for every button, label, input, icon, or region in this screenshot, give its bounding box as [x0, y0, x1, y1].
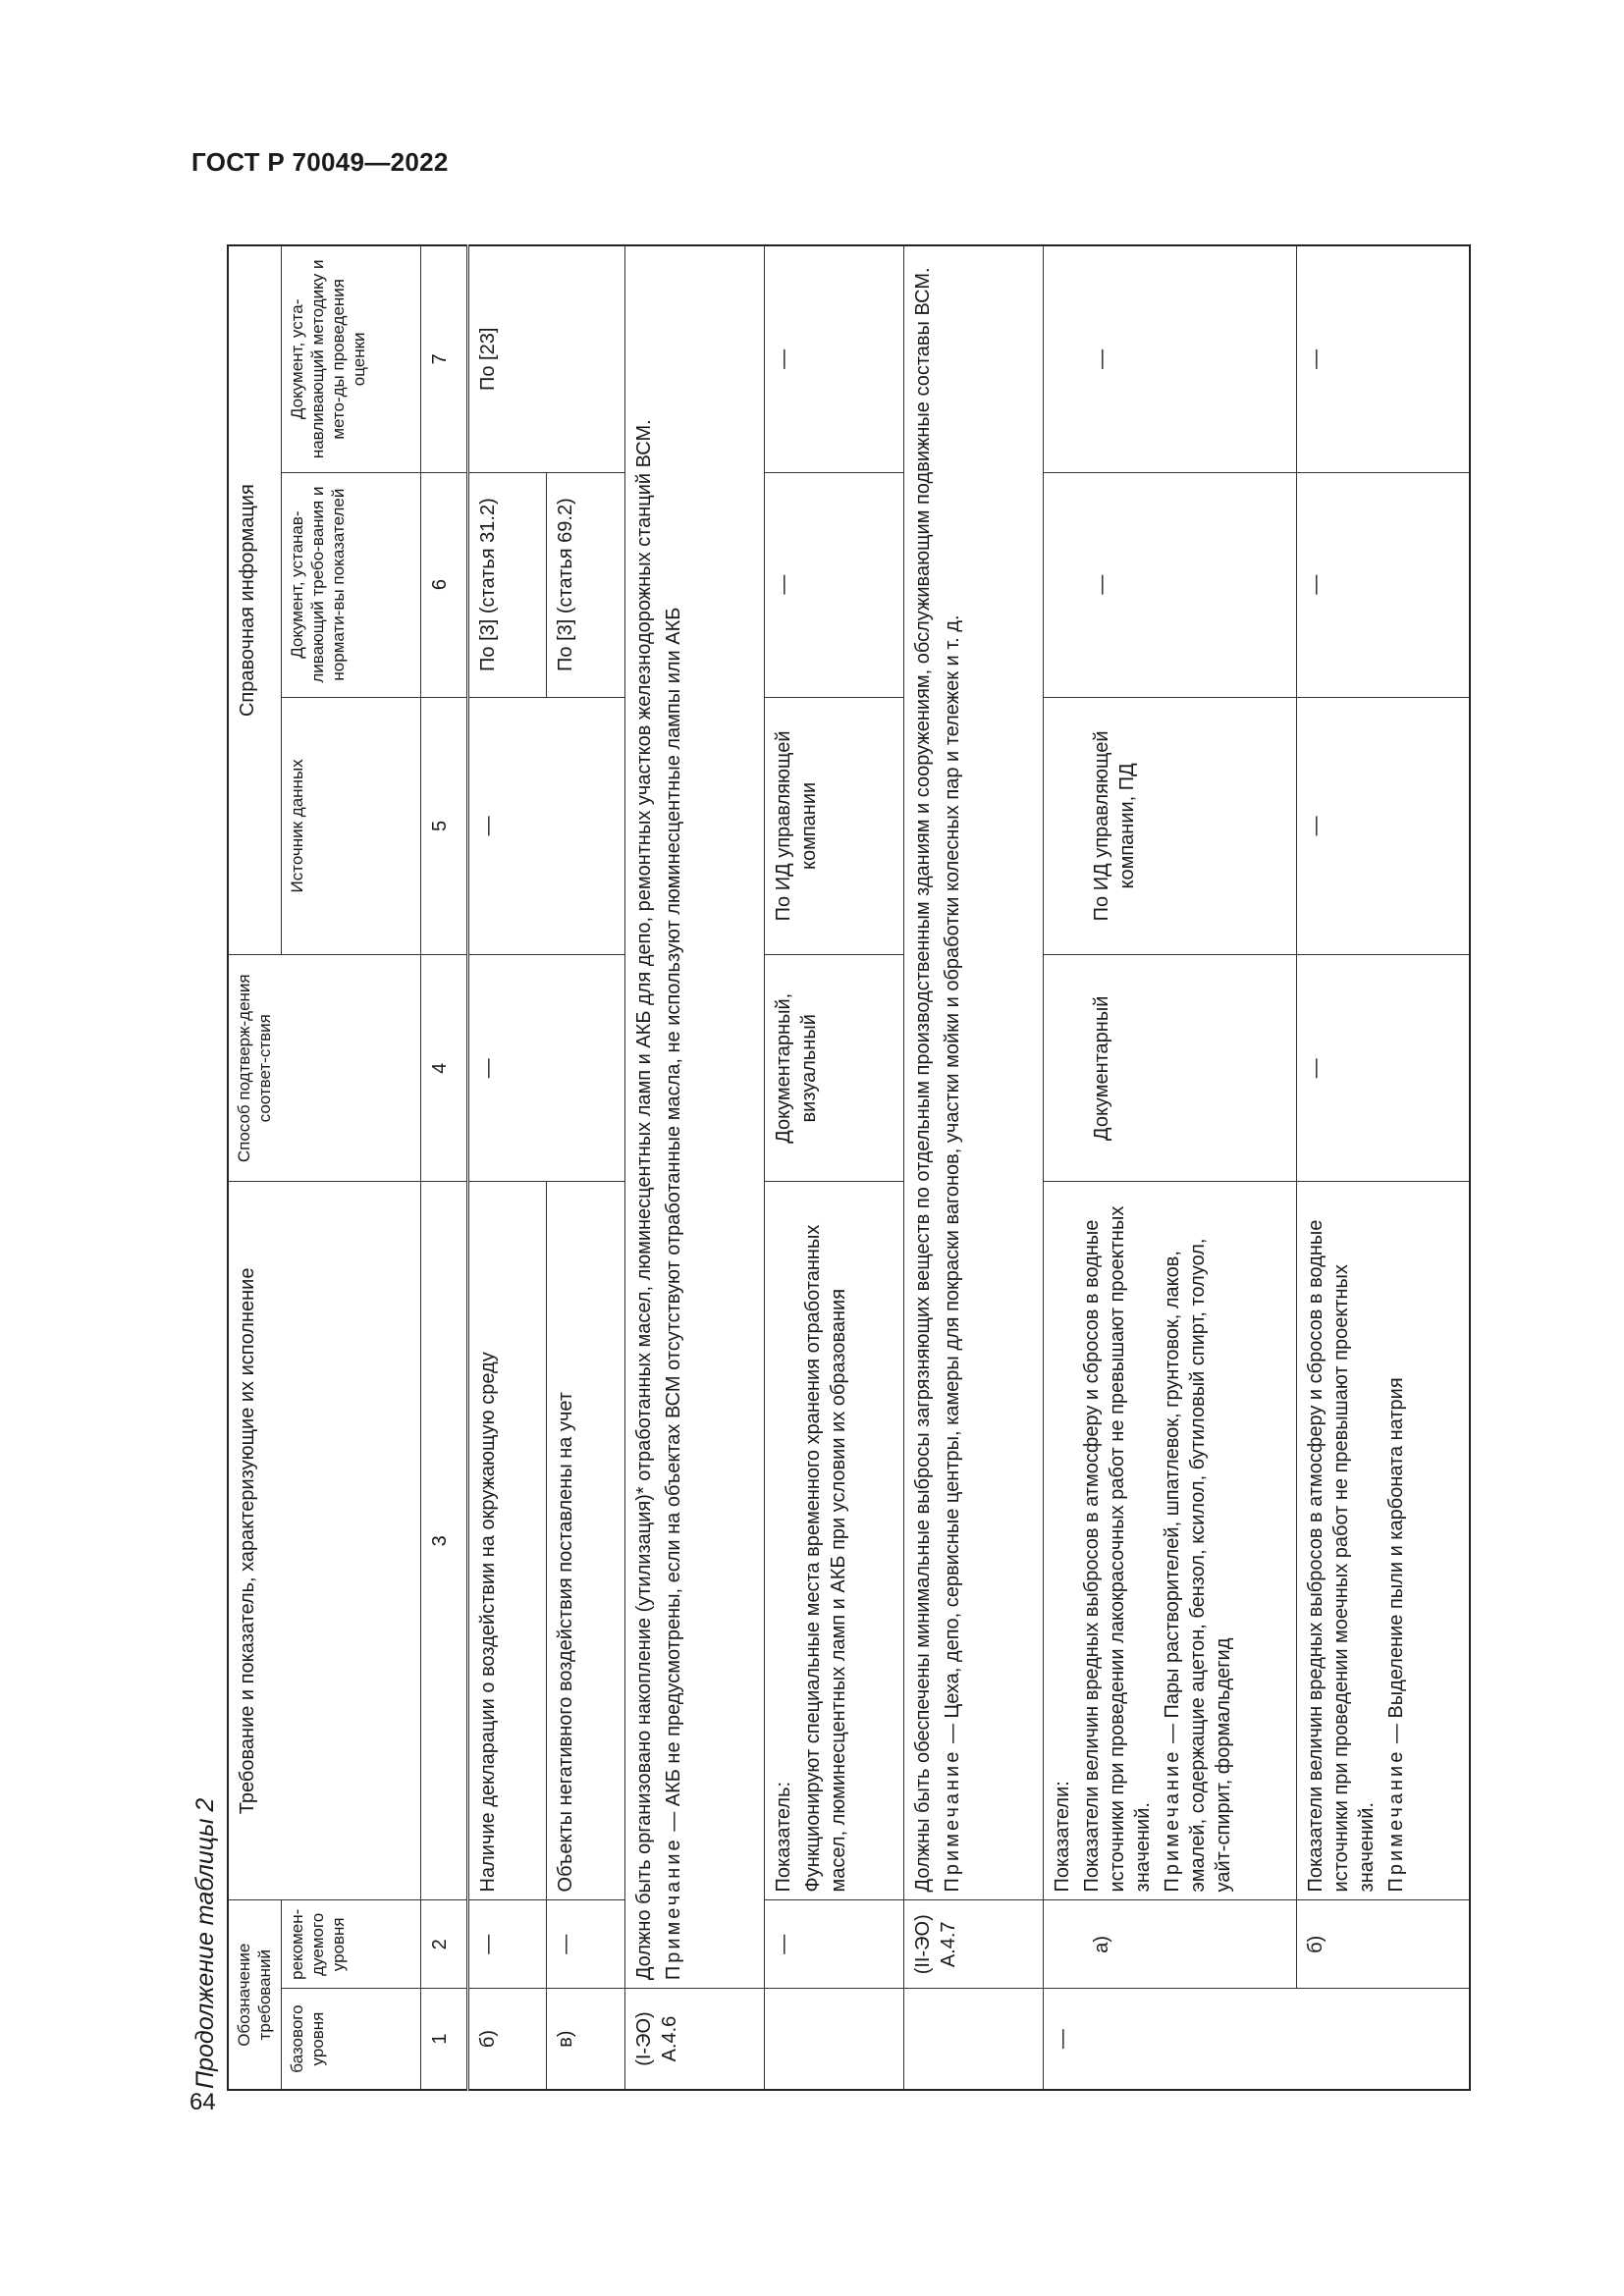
cell-confirmation: [1044, 955, 1297, 1182]
header-data-source: Источник данных: [282, 697, 421, 955]
table-row: [765, 245, 904, 2090]
cell-requirement-span: [904, 245, 1044, 1900]
cell-requirement: Объекты негативного воздействия поставлены на учет: [547, 1182, 625, 1900]
table-row: [1297, 245, 1470, 2090]
header-doc-methods: Документ, уста-навливающий методику и мето-ды проведения оценки: [282, 245, 421, 472]
cell-base-level: [765, 1989, 904, 2090]
indicator-text: Показатели величин вредных выбросов в атмосферу и сбросов в водные источники при проведении моечных работ не превышают проектных значений.: [1305, 1219, 1379, 1893]
cell-requirement: [765, 1182, 904, 1900]
indicator-text: Функционируют специальные места временного хранения отработанных масел, люминесцентных ламп и АКБ при условии их образования: [802, 1224, 850, 1893]
cell-doc-methods: —: [765, 245, 904, 472]
header-base-level: базового уровня: [282, 1989, 421, 2090]
header-confirmation-method: Способ подтверж-дения соответ-ствия: [228, 955, 421, 1182]
cell-doc-methods: —: [1297, 245, 1470, 472]
requirement-text: Должны быть обеспечены минимальные выбросы загрязняющих веществ по отдельным производственным зданиям и сооружениям, обслуживающим подвижные составы ВСМ.: [912, 267, 935, 1893]
cell-requirement-span: [625, 245, 765, 1989]
doc-methods-value: —: [1091, 348, 1113, 369]
cell-doc-requirements: По [3] (статья 31.2): [468, 472, 547, 697]
requirement-text: Должно быть организовано накопление (утилизация)* отработанных масел, люминесцентных ламп и АКБ для депо, ремонтных участков железнодорожных станций ВСМ.: [633, 419, 656, 1981]
col-number: 1: [421, 1989, 468, 2090]
cell-data-source: По ИД управляющей компании: [765, 697, 904, 955]
cell-data-source: —: [468, 697, 625, 955]
data-source-value: По ИД управляющей компании, ПД: [1091, 730, 1139, 922]
cell-base-level: б): [468, 1989, 547, 2090]
note-label: Примечание: [1162, 1748, 1184, 1893]
cell-doc-requirements: По [3] (статья 69.2): [547, 472, 625, 697]
cell-data-source: —: [1297, 697, 1470, 955]
header-doc-requirements: Документ, устанав-ливающий требо-вания и нормати-вы показателей: [282, 472, 421, 697]
cell-data-source: [1044, 697, 1297, 955]
cell-confirmation: —: [468, 955, 625, 1182]
note-text: — АКБ не предусмотрены, если на объектах ВСМ отсутствуют отработанные масла, не используют люминесцентные лампы или АКБ: [663, 607, 685, 1838]
indicator-text: Показатели величин вредных выбросов в атмосферу и сбросов в водные источники при проведении лакокрасочных работ не превышают проектных значений.: [1081, 1205, 1155, 1893]
cell-doc-requirements: —: [765, 472, 904, 697]
header-designation: Обозначение требований: [228, 1900, 282, 2090]
cell-base-level: [904, 1989, 1044, 2090]
cell-doc-methods: [1044, 245, 1297, 472]
cell-recommended-level: (II-ЭО) А.4.7: [904, 1900, 1044, 1989]
doc-requirements-value: —: [1091, 574, 1113, 595]
col-number: 5: [421, 697, 468, 955]
requirement-note: [661, 254, 686, 1980]
cell-recommended-level: [1044, 1900, 1297, 1989]
cell-recommended-level: —: [547, 1900, 625, 1989]
cell-doc-methods: По [23]: [468, 245, 625, 472]
note-text: — Выделение пыли и карбоната натрия: [1385, 1377, 1408, 1749]
table-row: [1044, 245, 1297, 2090]
cell-confirmation: Документарный, визуальный: [765, 955, 904, 1182]
cell-requirement: Наличие декларации о воздействии на окружающую среду: [468, 1182, 547, 1900]
table-continuation-caption: Продолжение таблицы 2: [191, 1797, 219, 2089]
requirement-note: [1383, 1190, 1409, 1892]
cell-doc-requirements: [1044, 472, 1297, 697]
cell-recommended-level: —: [765, 1900, 904, 1989]
cell-requirement: [1297, 1182, 1470, 1900]
header-requirement: Требование и показатель, характеризующие их исполнение: [228, 1182, 421, 1900]
indicator-label: Показатель:: [773, 1781, 795, 1893]
cell-requirement: [1044, 1182, 1297, 1900]
header-reference-info: Справочная информация: [228, 245, 282, 955]
table-row: [468, 245, 547, 2090]
col-number: 4: [421, 955, 468, 1182]
standard-header: ГОСТ Р 70049—2022: [191, 147, 449, 177]
requirement-note: [940, 254, 965, 1892]
cell-base-level: —: [1044, 1989, 1470, 2090]
requirements-table: [227, 244, 1471, 2091]
note-label: Примечание: [942, 1748, 964, 1893]
col-number: 6: [421, 472, 468, 697]
cell-recommended-level: б): [1297, 1900, 1470, 1989]
col-number: 3: [421, 1182, 468, 1900]
cell-doc-requirements: —: [1297, 472, 1470, 697]
item-letter: а): [1091, 1935, 1113, 1953]
note-label: Примечание: [663, 1837, 685, 1981]
note-label: Примечание: [1385, 1748, 1408, 1893]
cell-base-level: (I-ЭО) А.4.6: [625, 1989, 765, 2090]
cell-confirmation: —: [1297, 955, 1470, 1182]
header-recommended-level: рекомен-дуемого уровня: [282, 1900, 421, 1989]
confirmation-value: Документарный: [1091, 995, 1113, 1141]
table-row: [625, 245, 765, 2090]
cell-base-level: в): [547, 1989, 625, 2090]
cell-recommended-level: —: [468, 1900, 547, 1989]
col-number: 7: [421, 245, 468, 472]
table-row: [904, 245, 1044, 2090]
requirement-note: [1160, 1190, 1236, 1892]
rotated-table-page: [184, 228, 1431, 2093]
col-number: 2: [421, 1900, 468, 1989]
indicators-label: Показатели:: [1052, 1781, 1074, 1893]
note-text: — Пары растворителей, шпатлевок, грунтовок, лаков, эмалей, содержащие ацетон, бензол, ксилол, бутиловый спирт, толуол, уайт-спирит, формальдегид: [1162, 1238, 1235, 1893]
page-number: 64: [189, 2089, 216, 2115]
note-text: — Цеха, депо, сервисные центры, камеры для покраски вагонов, участки мойки и обработки колесных пар и тележек и т. д.: [942, 614, 964, 1749]
